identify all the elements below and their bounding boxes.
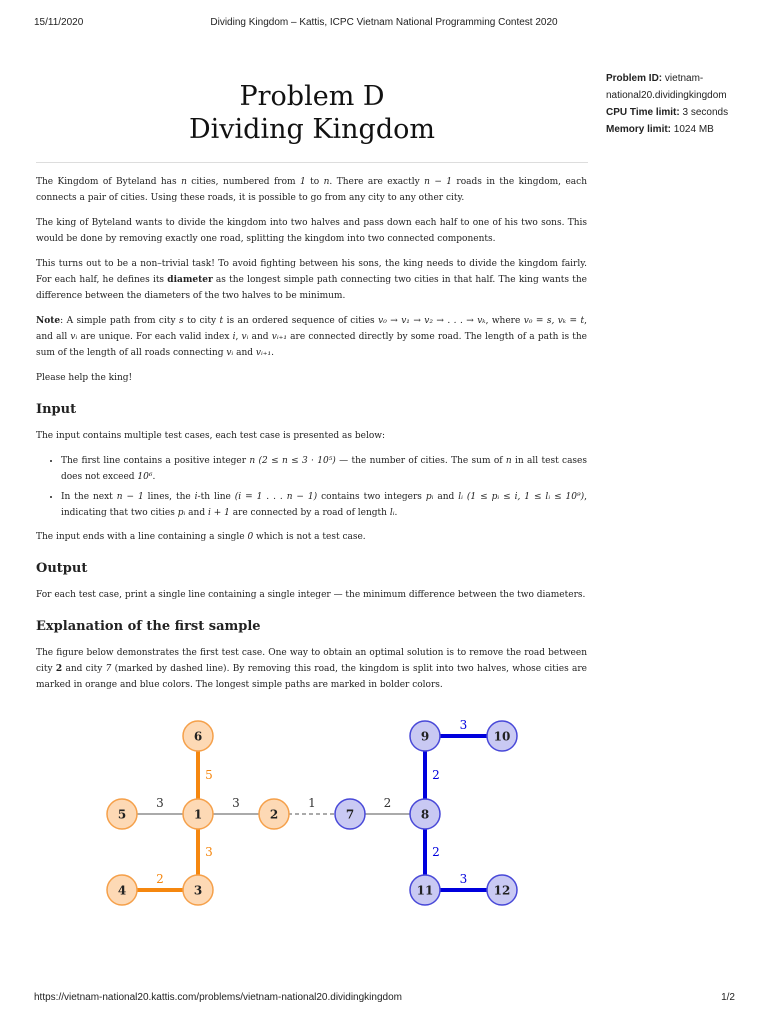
city-node-label: 8: [420, 807, 430, 822]
edge-weight-label: 3: [205, 845, 213, 859]
city-node-label: 11: [416, 883, 434, 898]
city-node-label: 6: [193, 729, 203, 744]
city-node-label: 12: [493, 883, 511, 898]
problem-letter: Problem D: [239, 81, 385, 112]
edge-weight-label: 2: [383, 796, 392, 810]
city-node-label: 7: [345, 807, 355, 822]
cpu-limit-value: 3 seconds: [682, 107, 729, 118]
statement-paragraph-2: The king of Byteland wants to divide the kingdom into two halves and pass down each half to one of his two sons. This would be done by removing exactly one road, splitting the kingdom into two connected components.: [36, 218, 587, 244]
input-format-item-1: • The first line contains a positive integer n (2 ≤ n ≤ 3 · 10⁵) — the number of cities. The sum of n in all test cases does not exceed 10⁶.: [61, 453, 587, 485]
input-intro: The input contains multiple test cases, each test case is presented as below:: [36, 431, 386, 441]
input-format-list: [36, 453, 587, 521]
edge-weight-label: 2: [156, 872, 164, 886]
problem-heading: [36, 80, 588, 146]
problem-metadata: [606, 70, 756, 138]
city-node-label: 10: [493, 729, 511, 744]
problem-id-label: Problem ID:: [606, 73, 663, 84]
sample-tree-figure: [93, 700, 531, 920]
memory-limit-row: [606, 121, 756, 138]
heading-divider: [36, 162, 588, 163]
print-page-number: 1/2: [721, 992, 735, 1003]
edge-weight-label: 1: [308, 796, 316, 810]
city-node-label: 1: [193, 807, 203, 822]
problem-statement: [36, 174, 587, 702]
edge-weight-label: 3: [232, 796, 240, 810]
edge-weight-label: 3: [459, 872, 468, 886]
edge-weight-label: 2: [432, 768, 440, 782]
city-node-label: 5: [117, 807, 127, 822]
cpu-limit-row: [606, 104, 756, 121]
memory-limit-value: 1024 MB: [673, 124, 714, 135]
note-label: Note: [36, 316, 61, 326]
output-text: For each test case, print a single line containing a single integer — the minimum difference between the two diameters.: [36, 590, 586, 600]
statement-paragraph-5: Please help the king!: [36, 373, 133, 383]
city-node-label: 3: [193, 883, 203, 898]
input-format-item-2: • In the next n − 1 lines, the i-th line (i = 1 . . . n − 1) contains two integers pᵢ and lᵢ (1 ≤ pᵢ ≤ i, 1 ≤ lᵢ ≤ 10⁹), indicating that two cities pᵢ and i + 1 are connected by a road of length lᵢ.: [61, 489, 587, 521]
edge-weight-label: 2: [432, 845, 440, 859]
explanation-heading: Explanation of the first sample: [36, 619, 261, 634]
memory-limit-label: Memory limit:: [606, 124, 672, 135]
edge-weight-label: 3: [156, 796, 164, 810]
edge-weight-label: 3: [459, 718, 468, 732]
print-url: https://vietnam-national20.kattis.com/problems/vietnam-national20.dividingkingdom: [34, 992, 402, 1003]
print-date: 15/11/2020: [34, 17, 84, 28]
city-node-label: 9: [420, 729, 430, 744]
edge-weight-label: 5: [205, 768, 213, 782]
explanation-text: The figure below demonstrates the first test case. One way to obtain an optimal solution is to remove the road between city 2 and city 7 (marked by dashed line). By removing this road, the kingdom is split into two halves, whose cities are marked in orange and blue colors. The longest simple paths are marked in bolder colors.: [36, 648, 587, 690]
city-node-label: 2: [269, 807, 279, 822]
output-heading: Output: [36, 561, 88, 576]
statement-note: Note: A simple path from city s to city t is an ordered sequence of cities v₀ → v₁ → v₂ → . . . → vₖ, where v₀ = s, vₖ = t, and all vᵢ are unique. For each valid index i, vᵢ and vᵢ₊₁ are connected directly by some road. The length of a path is the sum of the length of all roads connecting vᵢ and vᵢ₊₁.: [36, 316, 587, 358]
statement-paragraph-1: The Kingdom of Byteland has n cities, numbered from 1 to n. There are exactly n − 1 roads in the kingdom, each connects a pair of cities. Using these roads, it is possible to go from any city to any other city.: [36, 177, 587, 203]
problem-id-row: [606, 70, 756, 104]
problem-id-value: vietnam-national20.dividingkingdom: [606, 73, 727, 101]
city-node-label: 4: [117, 883, 127, 898]
input-end-note: The input ends with a line containing a single 0 which is not a test case.: [36, 532, 366, 542]
diameter-term: diameter: [167, 275, 213, 285]
statement-paragraph-3: This turns out to be a non–trivial task! To avoid fighting between his sons, the king needs to divide the kingdom fairly. For each half, he defines its diameter as the longest simple path connecting two cities in that half. The king wants the difference between the diameters of the two halves to be minimum.: [36, 259, 588, 301]
problem-name: Dividing Kingdom: [189, 114, 435, 145]
cpu-limit-label: CPU Time limit:: [606, 107, 680, 118]
input-heading: Input: [36, 402, 77, 417]
print-title: Dividing Kingdom – Kattis, ICPC Vietnam National Programming Contest 2020: [210, 17, 558, 28]
